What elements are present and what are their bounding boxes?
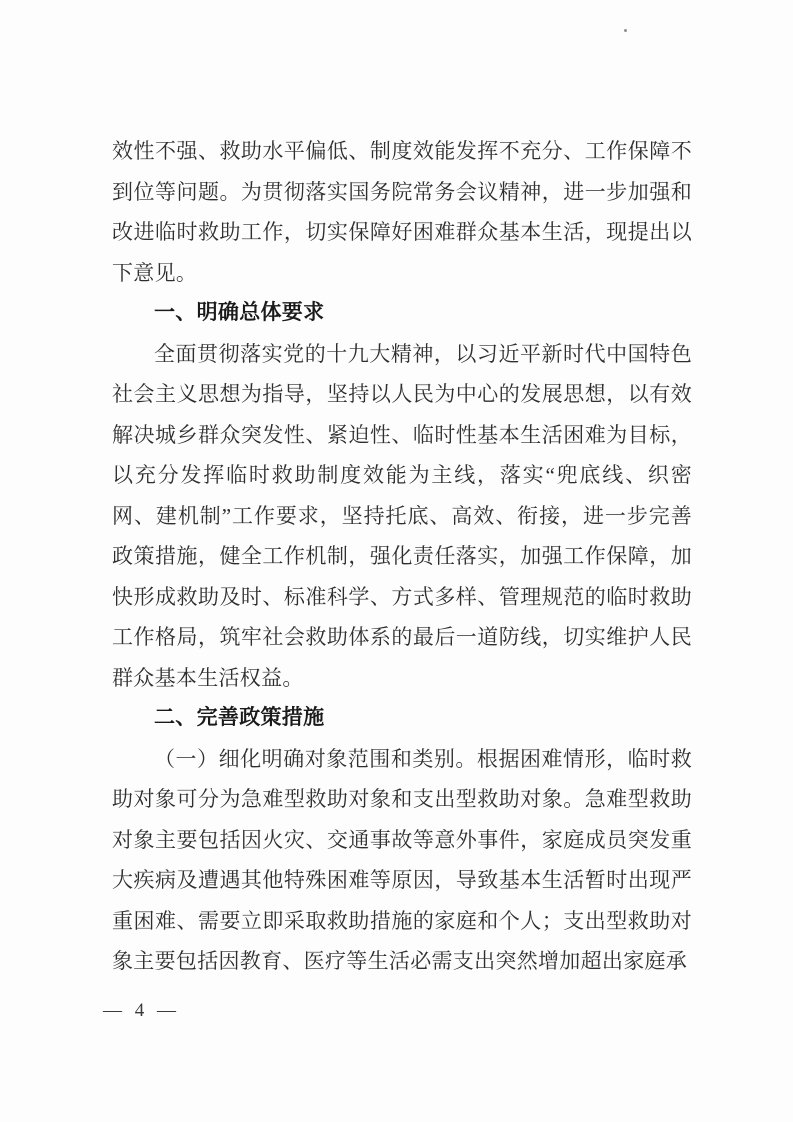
scan-speck: [624, 29, 627, 32]
paragraph: 效性不强、救助水平偏低、制度效能发挥不充分、工作保障不到位等问题。为贯彻落实国务院常务会议精神，进一步加强和改进临时救助工作，切实保障好困难群众基本生活，现提出以下意见。: [112, 139, 692, 285]
section-heading: 一、明确总体要求: [154, 301, 325, 324]
paragraph: 全面贯彻落实党的十九大精神，以习近平新时代中国特色社会主义思想为指导，坚持以人民为中心的发展思想，以有效解决城乡群众突发性、紧迫性、临时性基本生活困难为目标，以充分发挥临时救助制度效能为主线，落实“兜底线、织密网、建机制”工作要求，坚持托底、高效、衔接，进一步完善政策措施，健全工作机制，强化责任落实，加强工作保障，加快形成救助及时、标准科学、方式多样、管理规范的临时救助工作格局，筑牢社会救助体系的最后一道防线，切实维护人民群众基本生活权益。: [112, 341, 692, 690]
document-body: [112, 131, 692, 982]
paragraph: （一）细化明确对象范围和类别。根据困难情形，临时救助对象可分为急难型救助对象和支出型救助对象。急难型救助对象主要包括因火灾、交通事故等意外事件，家庭成员突发重大疾病及遭遇其他特殊困难等原因，导致基本生活暂时出现严重困难、需要立即采取救助措施的家庭和个人；支出型救助对象主要包括因教育、医疗等生活必需支出突然增加超出家庭承: [112, 746, 692, 973]
page-number: — 4 —: [103, 1000, 180, 1021]
section-heading: 二、完善政策措施: [154, 706, 325, 729]
